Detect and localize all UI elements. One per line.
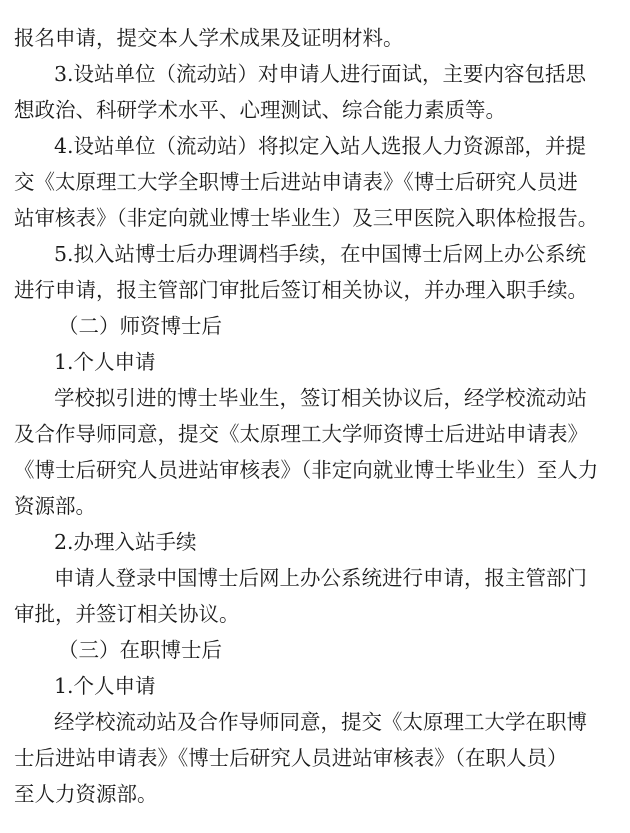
text-line: 想政治、科研学术水平、心理测试、综合能力素质等。 bbox=[14, 98, 506, 122]
text-line: 4.设站单位（流动站）将拟定入站人选报人力资源部，并提 bbox=[54, 134, 587, 158]
text-line: 经学校流动站及合作导师同意，提交《太原理工大学在职博 bbox=[54, 710, 587, 734]
text-line: 5.拟入站博士后办理调档手续，在中国博士后网上办公系统 bbox=[54, 242, 587, 266]
text-line: 报名申请，提交本人学术成果及证明材料。 bbox=[14, 26, 404, 50]
text-line: 站审核表》（非定向就业博士毕业生）及三甲医院入职体检报告。 bbox=[14, 206, 599, 230]
text-line: 3.设站单位（流动站）对申请人进行面试，主要内容包括思 bbox=[54, 62, 587, 86]
text-line: 士后进站申请表》《博士后研究人员进站审核表》（在职人员） bbox=[14, 746, 568, 770]
text-line: 《博士后研究人员进站审核表》（非定向就业博士毕业生）至人力 bbox=[14, 458, 599, 482]
subsection-heading: 2.办理入站手续 bbox=[54, 530, 197, 554]
text-line: 学校拟引进的博士毕业生，签订相关协议后，经学校流动站 bbox=[54, 386, 587, 410]
subsection-heading: 1.个人申请 bbox=[54, 350, 156, 374]
text-line: 申请人登录中国博士后网上办公系统进行申请，报主管部门 bbox=[54, 566, 587, 590]
text-line: 资源部。 bbox=[14, 494, 96, 518]
text-line: 进行申请，报主管部门审批后签订相关协议，并办理入职手续。 bbox=[14, 278, 588, 302]
text-line: 及合作导师同意，提交《太原理工大学师资博士后进站申请表》 bbox=[14, 422, 588, 446]
section-heading: （三）在职博士后 bbox=[58, 638, 222, 662]
subsection-heading: 1.个人申请 bbox=[54, 674, 156, 698]
text-line: 审批，并签订相关协议。 bbox=[14, 602, 240, 626]
section-heading: （二）师资博士后 bbox=[58, 314, 222, 338]
text-line: 交《太原理工大学全职博士后进站申请表》《博士后研究人员进 bbox=[14, 170, 578, 194]
text-line: 至人力资源部。 bbox=[14, 782, 158, 806]
